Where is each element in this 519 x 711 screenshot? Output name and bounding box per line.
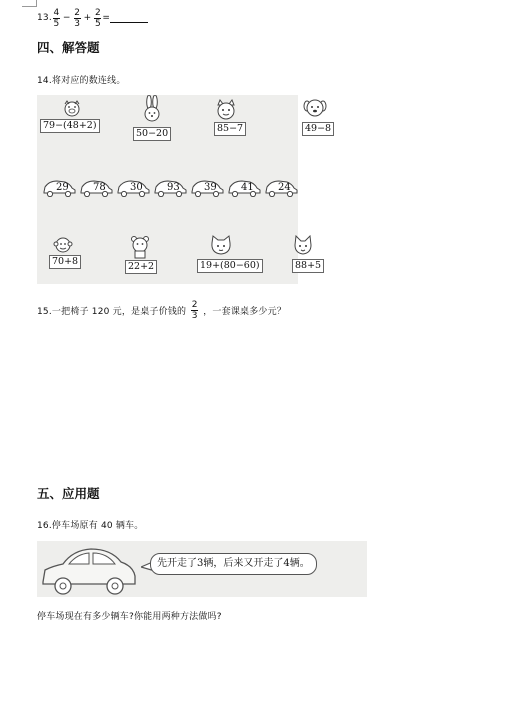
top-card-2[interactable]: 50−20 — [133, 127, 171, 141]
bottom-card-4[interactable]: 88+5 — [292, 259, 324, 273]
page-corner-mark — [22, 0, 37, 7]
car-number: 93 — [167, 182, 180, 193]
q16-parking-figure — [37, 541, 367, 597]
q13-equals: = — [102, 13, 111, 23]
car-1[interactable] — [41, 179, 77, 197]
q13-fraction-a: $\frac{4}{5}$ — [53, 7, 60, 29]
bear-icon — [130, 235, 150, 259]
question-13 — [37, 7, 148, 29]
q15-text-after: ，一套课桌多少元？ — [203, 306, 287, 317]
fox-icon — [292, 235, 314, 259]
q13-answer-blank[interactable] — [110, 13, 148, 23]
question-14-text: 14.将对应的数连线。 — [37, 76, 126, 86]
bottom-card-3[interactable]: 19+(80−60) — [197, 259, 263, 273]
top-card-1[interactable]: 79−(48+2) — [40, 119, 100, 133]
car-number: 41 — [241, 182, 254, 193]
section-4-heading: 四、解答题 — [37, 40, 100, 55]
q15-text-before: 15.一把椅子 120 元，是桌子价钱的 — [37, 306, 187, 317]
rabbit-icon — [142, 95, 162, 125]
car-3[interactable] — [115, 179, 151, 197]
car-6[interactable] — [226, 179, 262, 197]
car-number: 29 — [56, 182, 69, 193]
q15-fraction: $\frac{2}{3}$ — [191, 299, 198, 321]
q13-number: 13. — [37, 13, 52, 23]
car-number: 39 — [204, 182, 217, 193]
car-number: 78 — [93, 182, 106, 193]
top-card-4[interactable]: 49−8 — [302, 122, 334, 136]
car-4[interactable] — [152, 179, 188, 197]
car-number: 30 — [130, 182, 143, 193]
car-2[interactable] — [78, 179, 114, 197]
cat-face-icon — [215, 99, 237, 121]
question-16-text: 16.停车场原有 40 辆车。 — [37, 521, 144, 531]
pig-icon — [61, 99, 83, 117]
car-illustration-icon — [39, 544, 139, 596]
monkey-icon — [53, 235, 73, 255]
question-16-prompt: 停车场现在有多少辆车?你能用两种方法做吗? — [37, 612, 222, 622]
q14-matching-figure — [37, 95, 332, 284]
bottom-card-2[interactable]: 22+2 — [125, 260, 157, 274]
top-card-3[interactable]: 85−7 — [214, 122, 246, 136]
q13-plus: + — [83, 13, 92, 23]
cat-head-icon — [209, 235, 233, 257]
speech-bubble: 先开走了3辆，后来又开走了4辆。 — [150, 553, 317, 575]
q13-fraction-b: $\frac{2}{3}$ — [74, 7, 81, 29]
car-5[interactable] — [189, 179, 225, 197]
q13-fraction-c: $\frac{2}{5}$ — [94, 7, 101, 29]
car-7[interactable] — [263, 179, 299, 197]
q13-minus: − — [62, 13, 71, 23]
car-number: 24 — [278, 182, 291, 193]
dog-icon — [303, 97, 327, 119]
bottom-card-1[interactable]: 70+8 — [49, 255, 81, 269]
question-15 — [37, 297, 286, 323]
section-5-heading: 五、应用题 — [37, 486, 100, 501]
